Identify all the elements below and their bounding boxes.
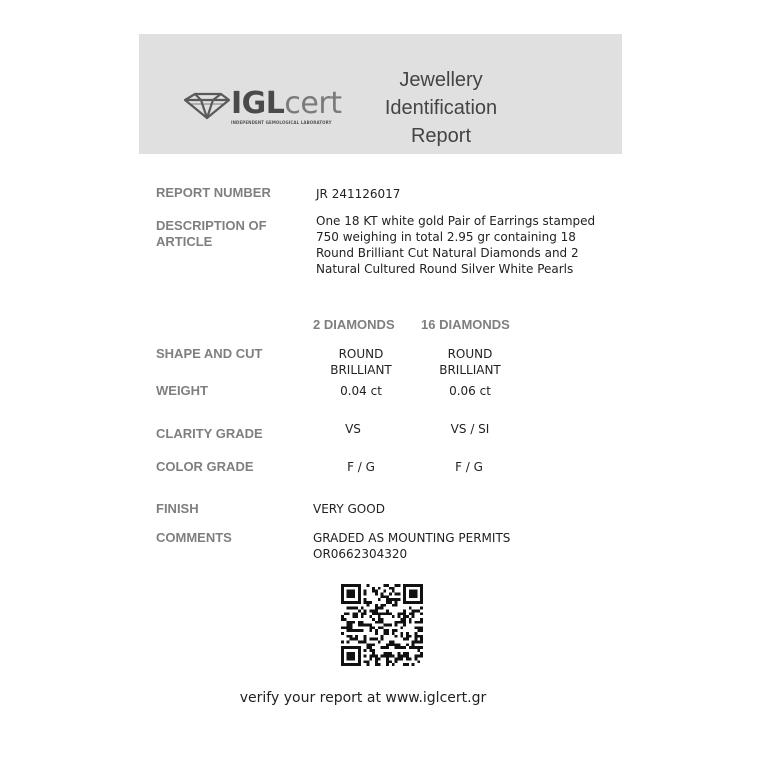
verify-link[interactable]: verify your report at www.iglcert.gr: [239, 690, 487, 706]
description-line: Round Brilliant Cut Natural Diamonds and 2: [316, 246, 579, 260]
comments-label: COMMENTS: [156, 530, 232, 545]
document-title: [379, 66, 503, 150]
logo-wordmark: IGLcert: [231, 86, 342, 121]
label-line: ARTICLE: [156, 234, 213, 249]
color-grade-value: F / G: [455, 460, 483, 474]
comment-line: OR0662304320: [313, 547, 408, 561]
description-line: One 18 KT white gold Pair of Earrings stamped: [316, 214, 596, 228]
finish-label: FINISH: [156, 501, 199, 516]
description-line: 750 weighing in total 2.95 gr containing 18: [316, 230, 576, 244]
title-line: Report: [410, 125, 472, 147]
weight-value: 0.04 ct: [340, 384, 382, 398]
color-grade-value: F / G: [347, 460, 375, 474]
clarity-grade-label: CLARITY GRADE: [156, 426, 263, 441]
weight-value: 0.06 ct: [449, 384, 491, 398]
shape-cut-label: SHAPE AND CUT: [156, 346, 263, 361]
cell-line: BRILLIANT: [439, 363, 501, 377]
cell-line: ROUND: [447, 347, 493, 361]
clarity-grade-value: VS / SI: [450, 422, 490, 436]
description-line: Natural Cultured Round Silver White Pearls: [316, 262, 574, 276]
comment-line: GRADED AS MOUNTING PERMITS: [313, 531, 511, 545]
description-text: [316, 213, 595, 277]
color-grade-label: COLOR GRADE: [156, 459, 254, 474]
weight-label: WEIGHT: [156, 383, 208, 398]
report-number-value: JR 241126017: [316, 187, 401, 201]
column-header-16-diamonds: 16 DIAMONDS: [421, 317, 510, 332]
shape-cut-value: [311, 346, 411, 378]
cell-line: ROUND: [338, 347, 384, 361]
title-line: Jewellery: [399, 69, 483, 91]
report-header: [139, 34, 622, 154]
clarity-grade-value: VS: [345, 422, 361, 436]
finish-value: VERY GOOD: [313, 502, 385, 516]
title-line: Identification: [384, 97, 498, 119]
logo-subtitle: INDEPENDENT GEMOLOGICAL LABORATORY: [231, 120, 332, 125]
label-line: DESCRIPTION OF: [156, 218, 267, 233]
report-number-label: REPORT NUMBER: [156, 185, 271, 200]
qr-code-icon: [341, 584, 423, 666]
column-header-2-diamonds: 2 DIAMONDS: [313, 317, 395, 332]
comments-value: [313, 530, 510, 562]
description-label: [156, 218, 267, 250]
cell-line: BRILLIANT: [330, 363, 392, 377]
shape-cut-value: [420, 346, 520, 378]
